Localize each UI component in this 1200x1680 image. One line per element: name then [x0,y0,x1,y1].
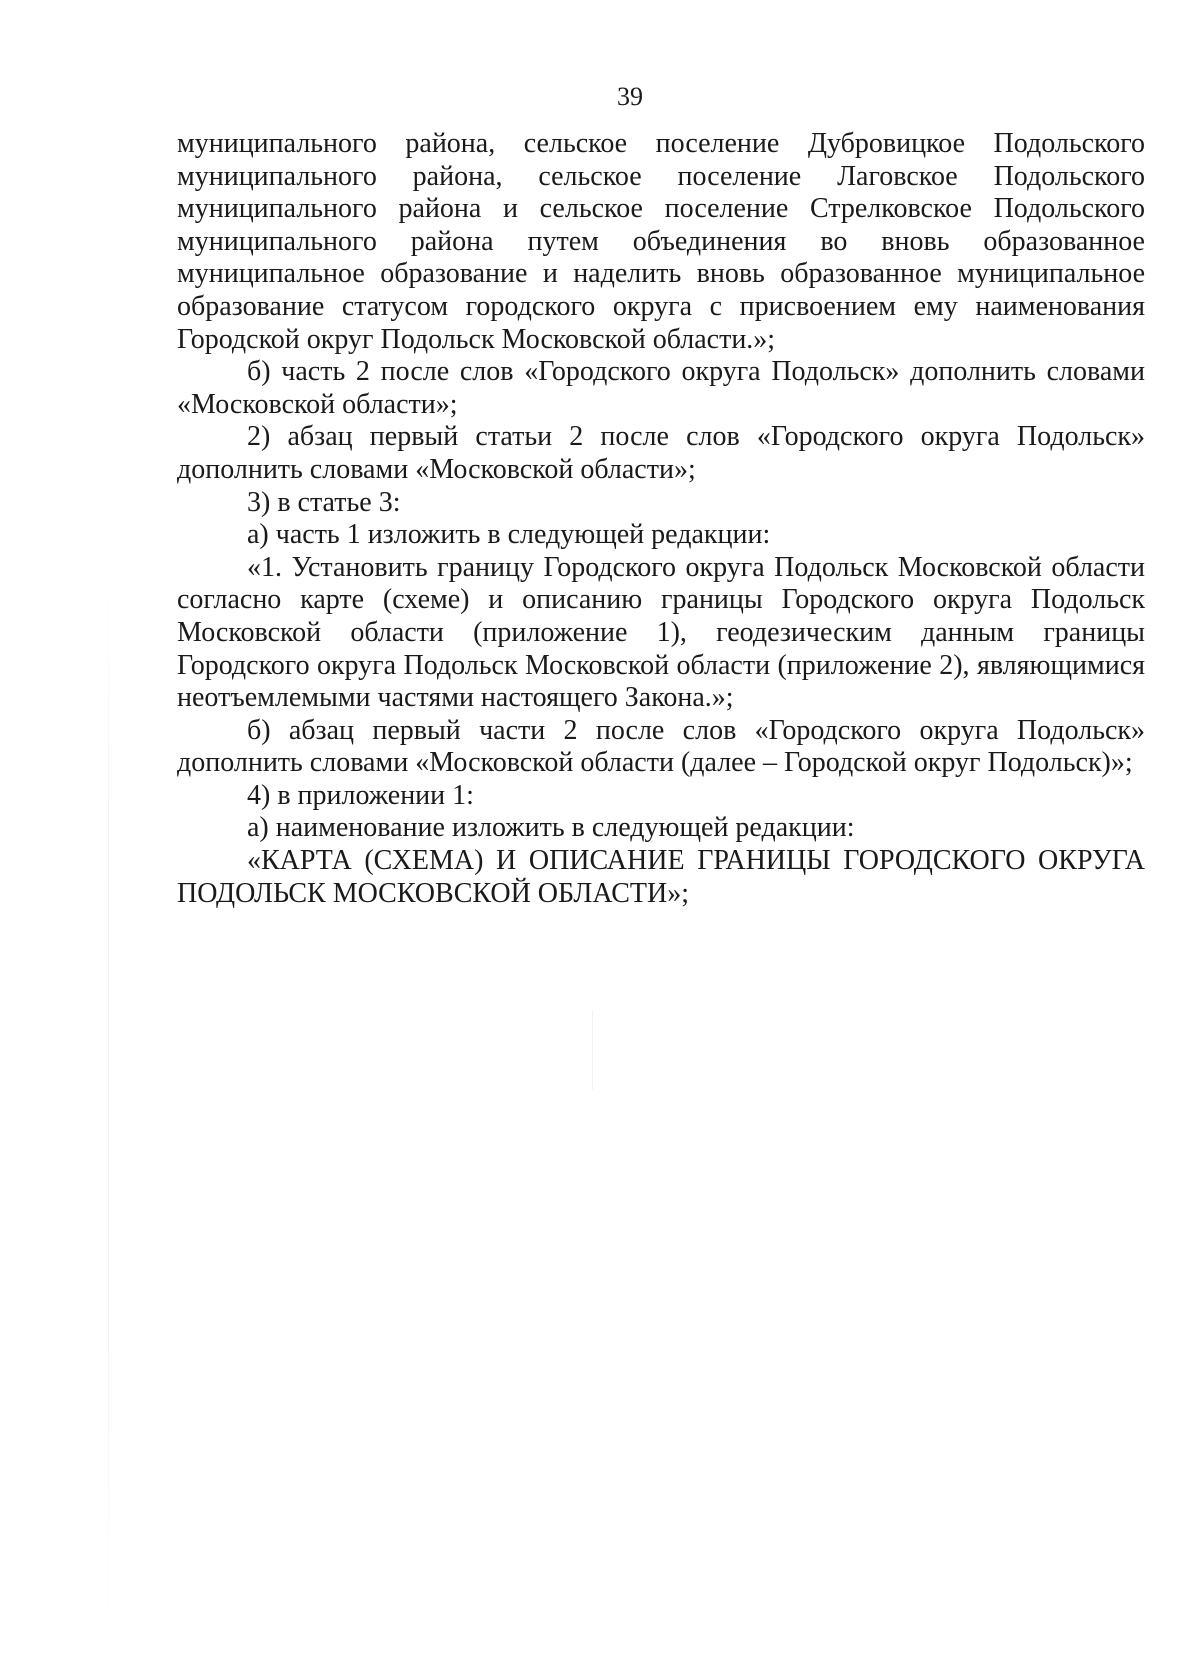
paragraph-item-a-title: а) наименование изложить в следующей редакции: [247,812,855,844]
scan-artifact-line [108,560,109,1660]
paragraph-item-3-article-3: 3) в статье 3: [247,486,401,518]
paragraph-continuation: муниципального района, сельское поселение Дубровицкое Подольского муниципального района, сельское поселение Лаговское Подольского муниципального района и сельское поселение Стрелковское Подольского муниципального района путем объединения во вновь образованное муниципальное образование и наделить вновь образованное муниципальное образование статусом городского округа с присвоением ему наименования Городской округ Подольск Московской области.»; [177,128,1145,355]
paragraph-item-2-article-2: 2) абзац первый статьи 2 после слов «Городского округа Подольск» дополнить словами «Московской области»; [177,421,1145,485]
paragraph-item-b-part-2-abzac: б) абзац первый части 2 после слов «Городского округа Подольск» дополнить словами «Московской области (далее – Городской округ Подольск)»; [177,714,1145,779]
paragraph-quoted-title: «КАРТА (СХЕМА) И ОПИСАНИЕ ГРАНИЦЫ ГОРОДСКОГО ОКРУГА ПОДОЛЬСК МОСКОВСКОЙ ОБЛАСТИ»; [177,845,1145,909]
document-body [177,128,1145,910]
paragraph-item-4-appendix-1: 4) в приложении 1: [247,779,474,811]
page-number: 39 [617,82,643,111]
paragraph-quoted-part-1: «1. Установить границу Городского округа Подольск Московской области согласно карте (схеме) и описанию границы Городского округа Подольск Московской области (приложение 1), геодезическим данным границы Городского округа Подольск Московской области (приложение 2), являющимися неотъемлемыми частями настоящего Закона.»; [177,551,1145,714]
scan-artifact-mark [592,1010,593,1090]
paragraph-item-a-part-1: а) часть 1 изложить в следующей редакции: [247,519,771,551]
paragraph-item-b-part-2: б) часть 2 после слов «Городского округа Подольск» дополнить словами «Московской области»; [177,356,1145,420]
